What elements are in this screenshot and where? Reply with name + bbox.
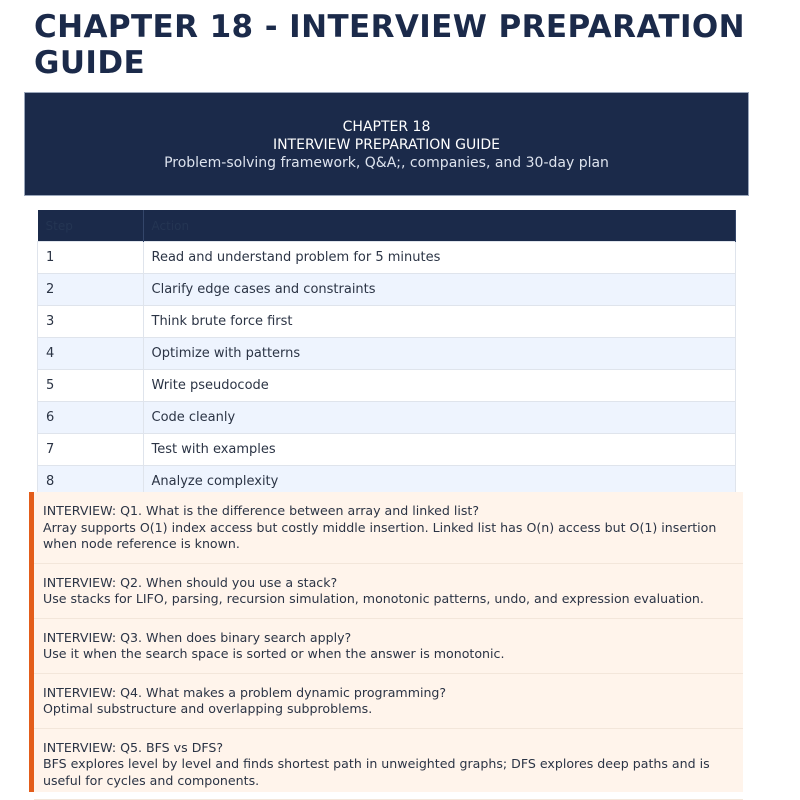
- qa-question: INTERVIEW: Q5. BFS vs DFS?: [43, 740, 733, 757]
- steps-table: [37, 210, 736, 498]
- step-number: 4: [38, 338, 144, 370]
- step-number: 2: [38, 274, 144, 306]
- table-row: [38, 402, 736, 434]
- qa-item: [34, 729, 743, 800]
- table-row: [38, 370, 736, 402]
- interview-qa-callout: [29, 492, 743, 792]
- qa-question: INTERVIEW: Q4. What makes a problem dynamic programming?: [43, 685, 733, 702]
- banner-chapter-number: CHAPTER 18: [25, 118, 748, 136]
- table-row: [38, 274, 736, 306]
- step-number: 3: [38, 306, 144, 338]
- step-action: Code cleanly: [143, 402, 736, 434]
- qa-question: INTERVIEW: Q2. When should you use a stack?: [43, 575, 733, 592]
- step-action: Optimize with patterns: [143, 338, 736, 370]
- step-action: Write pseudocode: [143, 370, 736, 402]
- qa-question: INTERVIEW: Q1. What is the difference between array and linked list?: [43, 503, 733, 520]
- step-action: Test with examples: [143, 434, 736, 466]
- qa-answer: Use it when the search space is sorted or when the answer is monotonic.: [43, 646, 733, 663]
- step-number: 5: [38, 370, 144, 402]
- qa-item: [34, 492, 743, 564]
- qa-question: INTERVIEW: Q3. When does binary search apply?: [43, 630, 733, 647]
- qa-item: [34, 674, 743, 729]
- step-action: Clarify edge cases and constraints: [143, 274, 736, 306]
- step-number: 7: [38, 434, 144, 466]
- column-header-step: Step: [38, 210, 144, 242]
- chapter-banner: [24, 92, 749, 196]
- qa-answer: Use stacks for LIFO, parsing, recursion simulation, monotonic patterns, undo, and expression evaluation.: [43, 591, 733, 608]
- qa-item: [34, 619, 743, 674]
- banner-subtitle: Problem-solving framework, Q&A;, companies, and 30-day plan: [25, 154, 748, 172]
- column-header-action: Action: [143, 210, 736, 242]
- table-header-row: [38, 210, 736, 242]
- step-number: 1: [38, 242, 144, 274]
- step-action: Think brute force first: [143, 306, 736, 338]
- table-row: [38, 338, 736, 370]
- step-number: 6: [38, 402, 144, 434]
- step-action: Analyze complexity: [143, 466, 736, 498]
- qa-answer: BFS explores level by level and finds shortest path in unweighted graphs; DFS explores deep paths and is useful for cycles and components.: [43, 756, 733, 789]
- qa-answer: Optimal substructure and overlapping subproblems.: [43, 701, 733, 718]
- step-number: 8: [38, 466, 144, 498]
- table-row: [38, 242, 736, 274]
- qa-item: [34, 564, 743, 619]
- page-title: CHAPTER 18 - INTERVIEW PREPARATION GUIDE: [34, 9, 774, 81]
- qa-answer: Array supports O(1) index access but costly middle insertion. Linked list has O(n) access but O(1) insertion when node reference is known.: [43, 520, 733, 553]
- table-row: [38, 434, 736, 466]
- table-row: [38, 306, 736, 338]
- step-action: Read and understand problem for 5 minutes: [143, 242, 736, 274]
- banner-chapter-title: INTERVIEW PREPARATION GUIDE: [25, 136, 748, 154]
